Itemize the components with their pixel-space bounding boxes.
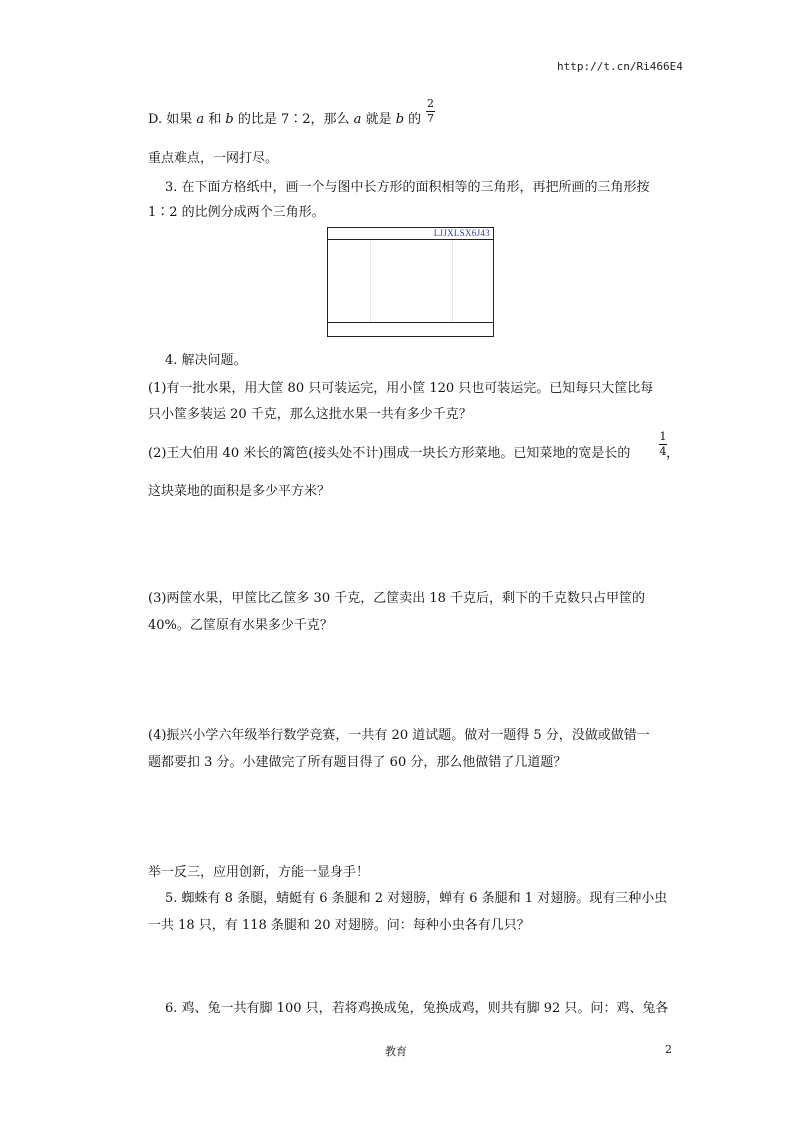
option-d-line [148,108,421,127]
grid-bottom-line [328,322,493,323]
grid-code-label: LJJXLSX6J43 [433,228,490,238]
page-number: 2 [665,1043,672,1056]
option-d-text-5: 的 [404,112,422,127]
fraction-numerator: 1 [659,430,667,443]
q6-line-1: 6. 鸡、兔一共有脚 100 只，若将鸡换成兔，兔换成鸡，则共有脚 92 只。问：鸡、兔各 [165,1001,669,1016]
q4-2-line-1: (2)王大伯用 40 米长的篱笆(接头处不计)围成一块长方形菜地。已知菜地的宽是长的 [148,446,631,461]
option-d-text-4: 就是 [361,112,396,127]
fraction-denominator: 7 [427,112,434,125]
footer-label: 教育 [385,1045,407,1058]
grid-paper-figure [327,227,494,337]
section-apply: 举一反三，应用创新，方能一显身手！ [148,865,370,880]
option-d-text-2: 和 [204,112,226,127]
fraction-denominator: 4 [659,445,667,458]
section-key-points: 重点难点，一网打尽。 [148,151,279,166]
var-b-2: b [395,112,405,127]
var-a-2: a [353,112,362,127]
q4-3-line-2: 40%。乙筐原有水果多少千克？ [148,618,333,633]
header-url: http://t.cn/Ri466E4 [557,60,683,73]
fraction-numerator: 2 [427,97,434,110]
var-a: a [196,112,205,127]
var-b: b [225,112,234,127]
q5-line-1: 5. 蜘蛛有 8 条腿，蜻蜓有 6 条腿和 2 对翅膀，蝉有 6 条腿和 1 对翅膀。现有三种小虫 [165,891,668,906]
q3-line-1: 3. 在下面方格纸中，画一个与图中长方形的面积相等的三角形，再把所画的三角形按 [165,180,650,195]
q4-1-line-2: 只小筐多装运 20 千克，那么这批水果一共有多少千克？ [148,407,472,422]
q5-line-2: 一共 18 只，有 118 条腿和 20 对翅膀。问：每种小虫各有几只？ [148,918,530,933]
grid-top-line [328,239,493,240]
fraction-two-sevenths [426,98,435,125]
grid-faint-line [370,240,371,322]
q3-line-2: 1∶2 的比例分成两个三角形。 [148,205,325,220]
q4-title: 4. 解决问题。 [165,353,247,368]
q4-4-line-1: (4)振兴小学六年级举行数学竞赛，一共有 20 道试题。做对一题得 5 分，没做或做错一 [148,728,650,743]
grid-faint-line [452,240,453,322]
q4-4-line-2: 题都要扣 3 分。小建做完了所有题目得了 60 分，那么他做错了几道题？ [148,755,567,770]
option-d-text-3: 的比是 7∶2，那么 [233,112,354,127]
q4-2-line-2: 这块菜地的面积是多少平方米？ [148,484,331,499]
option-d-text-1: D. 如果 [148,112,197,127]
q4-3-line-1: (3)两筐水果，甲筐比乙筐多 30 千克，乙筐卖出 18 千克后，剩下的千克数只占甲筐的 [148,591,646,606]
q4-1-line-1: (1)有一批水果，用大筐 80 只可装运完，用小筐 120 只也可装运完。已知每只大筐比每 [148,381,654,396]
q4-2-comma: ， [666,446,680,461]
